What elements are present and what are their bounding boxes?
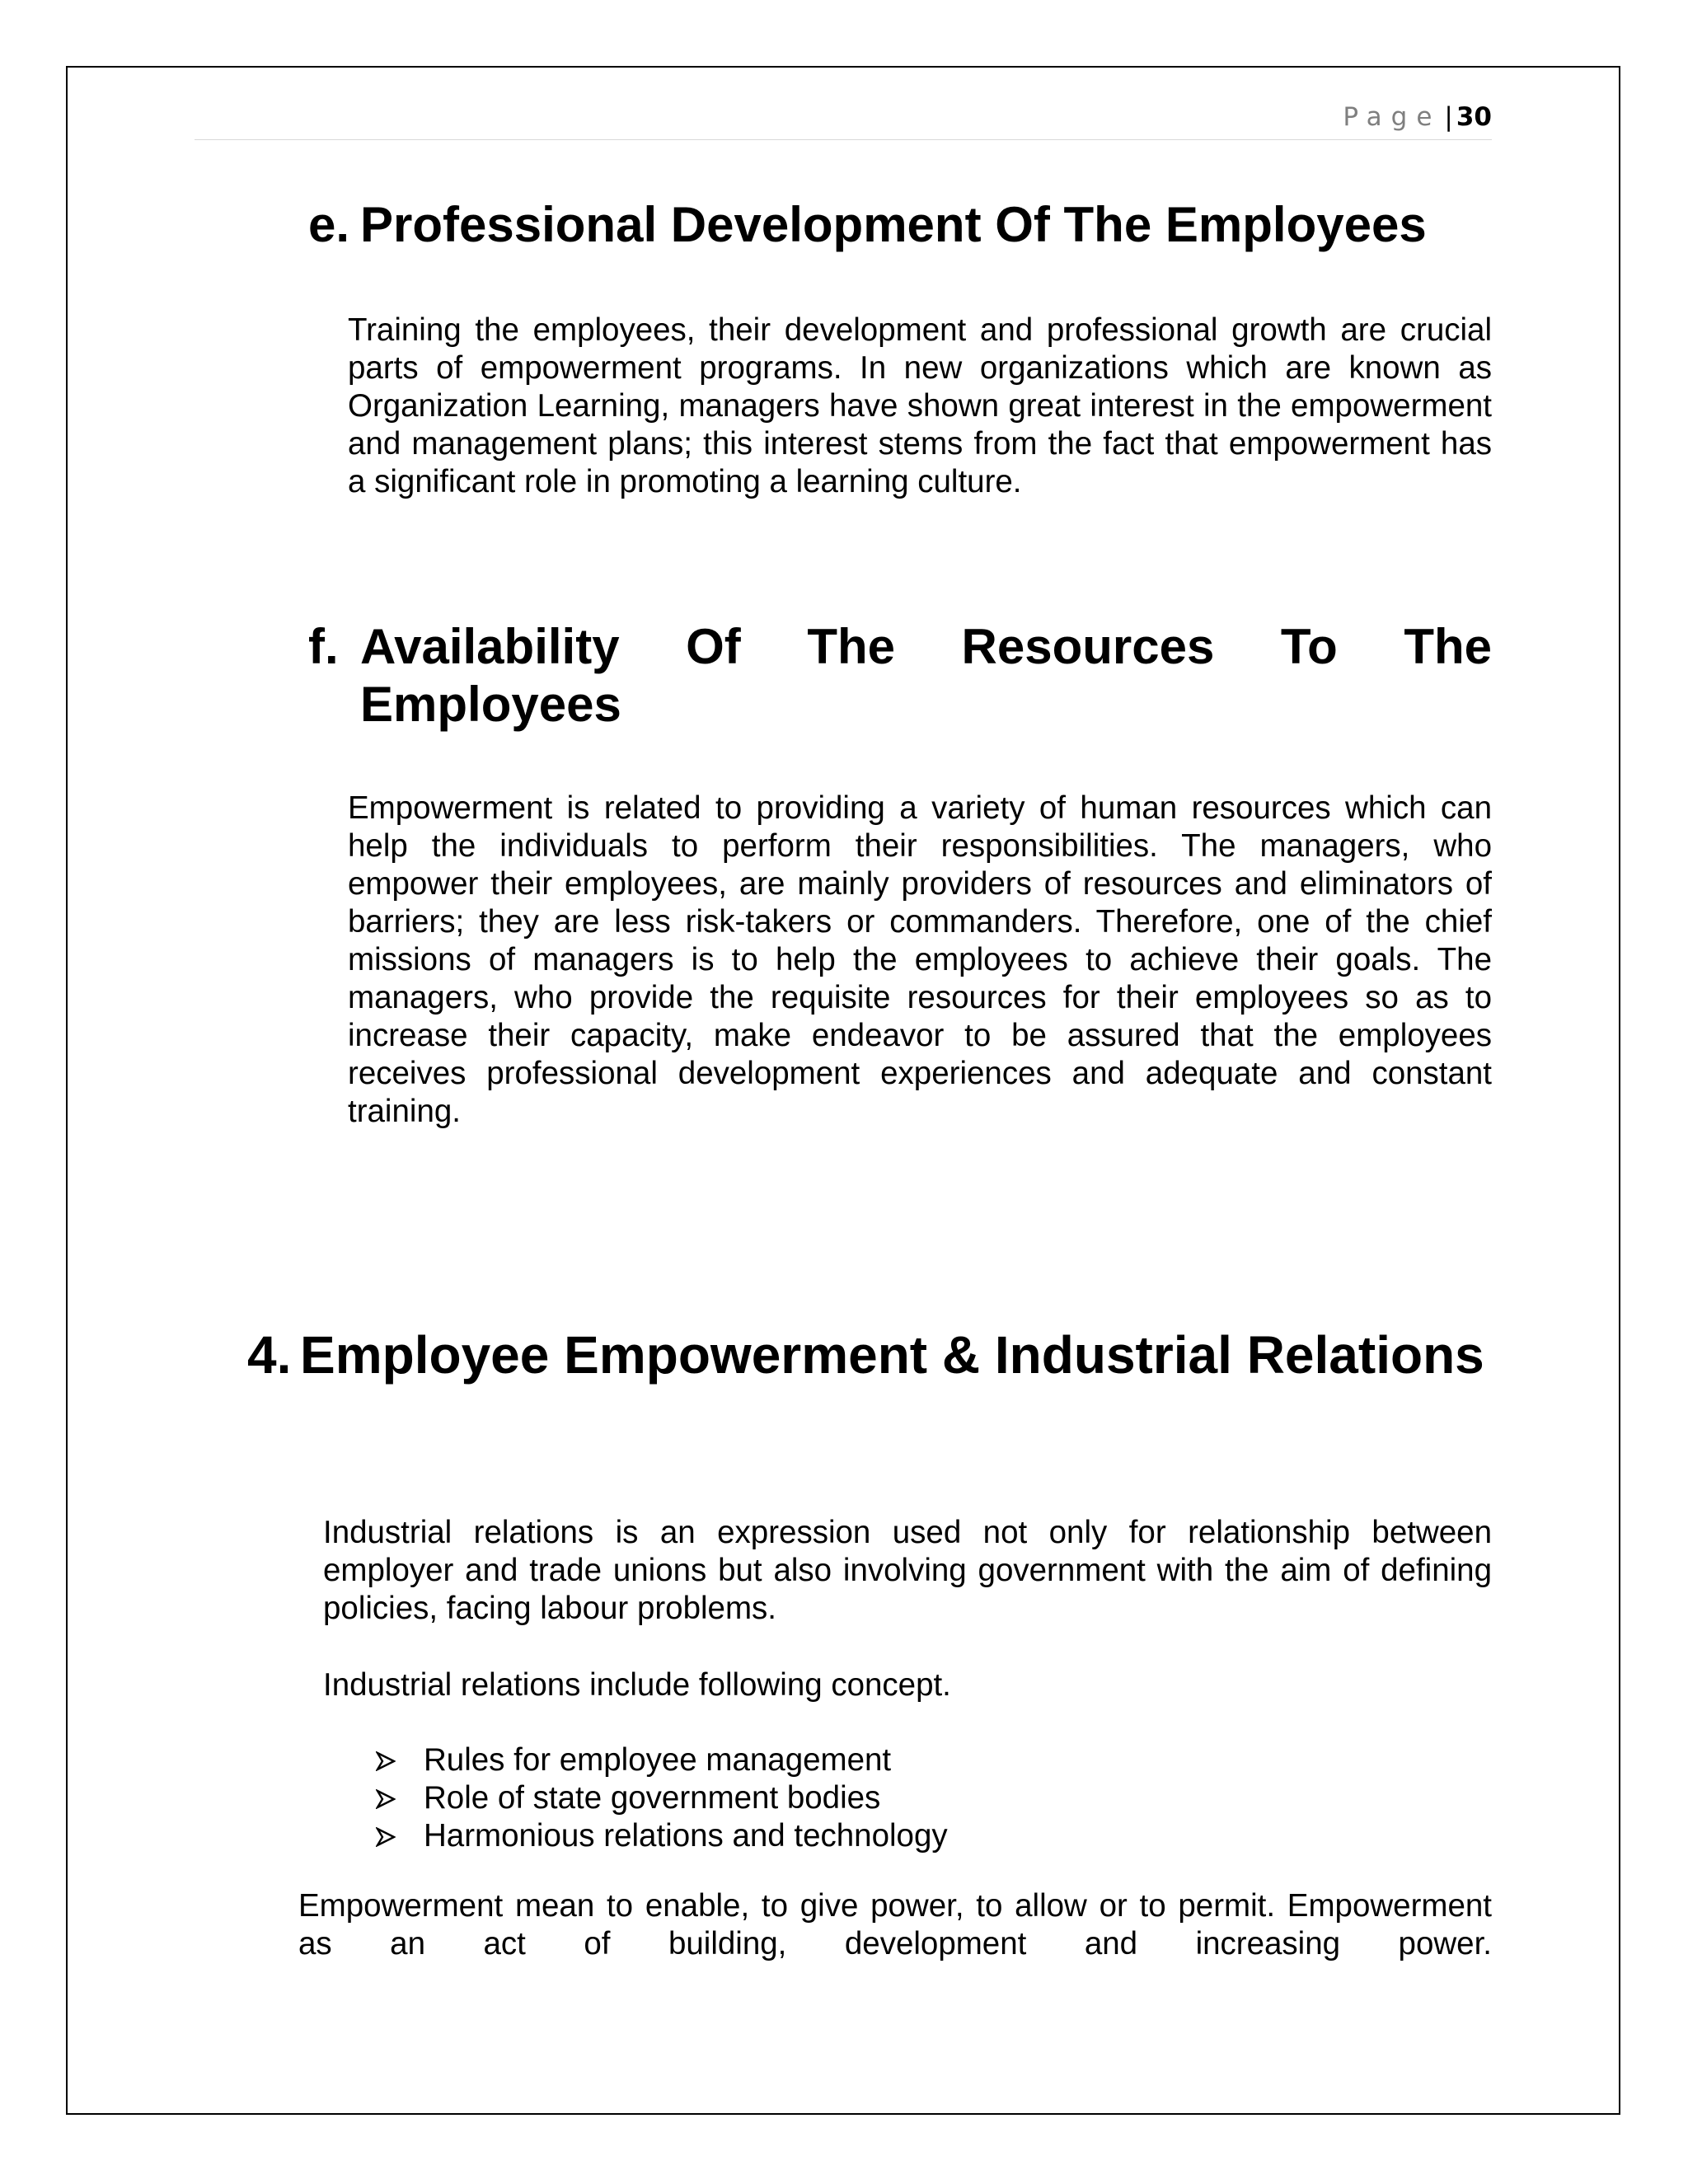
- page-separator: |: [1444, 102, 1453, 132]
- section-4-paragraph-2: Industrial relations include following concept.: [323, 1667, 951, 1703]
- list-item-label: Harmonious relations and technology: [424, 1818, 948, 1854]
- list-item: [376, 1741, 948, 1779]
- arrowhead-bullet-icon: [376, 1751, 396, 1771]
- section-4-marker: 4.: [247, 1325, 292, 1385]
- arrowhead-bullet-icon: [376, 1789, 396, 1809]
- section-f-heading: [308, 618, 1492, 733]
- concept-list: [376, 1741, 948, 1855]
- section-e-heading: [308, 196, 1495, 254]
- page-label: Page: [1343, 102, 1442, 132]
- section-e-title: Professional Development Of The Employees: [360, 197, 1427, 252]
- section-e-marker: e.: [308, 197, 350, 252]
- section-f-paragraph: Empowerment is related to providing a variety of human resources which can help the individuals to perform their responsibilities. The managers, who empower their employees, are mainly providers of resources and eliminators of barriers; they are less risk-takers or commanders. Therefore, one of the chief missions of managers is to help the employees to achieve their goals. The managers, who provide the requisite resources for their employees so as to increase their capacity, make endeavor to be assured that the employees receives professional development experiences and adequate and constant training.: [348, 790, 1492, 1129]
- list-item: [376, 1817, 948, 1855]
- section-4-heading: [247, 1323, 1492, 1387]
- list-item-label: Role of state government bodies: [424, 1780, 881, 1816]
- section-4-paragraph-1: Industrial relations is an expression used not only for relationship between employer and trade unions but also involving government with the aim of defining policies, facing labour problems.: [323, 1515, 1492, 1626]
- page-number-value: 30: [1456, 102, 1492, 132]
- section-4-title: Employee Empowerment & Industrial Relations: [300, 1325, 1484, 1385]
- list-item-label: Rules for employee management: [424, 1742, 892, 1778]
- section-f-title: Availability Of The Resources To The Employees: [360, 619, 1492, 732]
- page-number: [1343, 101, 1492, 134]
- section-f-marker: f.: [308, 619, 339, 674]
- list-item: [376, 1779, 948, 1817]
- page-header: [195, 97, 1492, 140]
- section-e-paragraph: Training the employees, their development and professional growth are crucial parts of empowerment programs. In new organizations which are known as Organization Learning, managers have shown great interest in the empowerment and management plans; this interest stems from the fact that empowerment has a significant role in promoting a learning culture.: [348, 312, 1492, 499]
- section-4-closing-paragraph: Empowerment mean to enable, to give power, to allow or to permit. Empowerment as an act of building, development and increasing power.: [298, 1888, 1492, 1961]
- arrowhead-bullet-icon: [376, 1827, 396, 1847]
